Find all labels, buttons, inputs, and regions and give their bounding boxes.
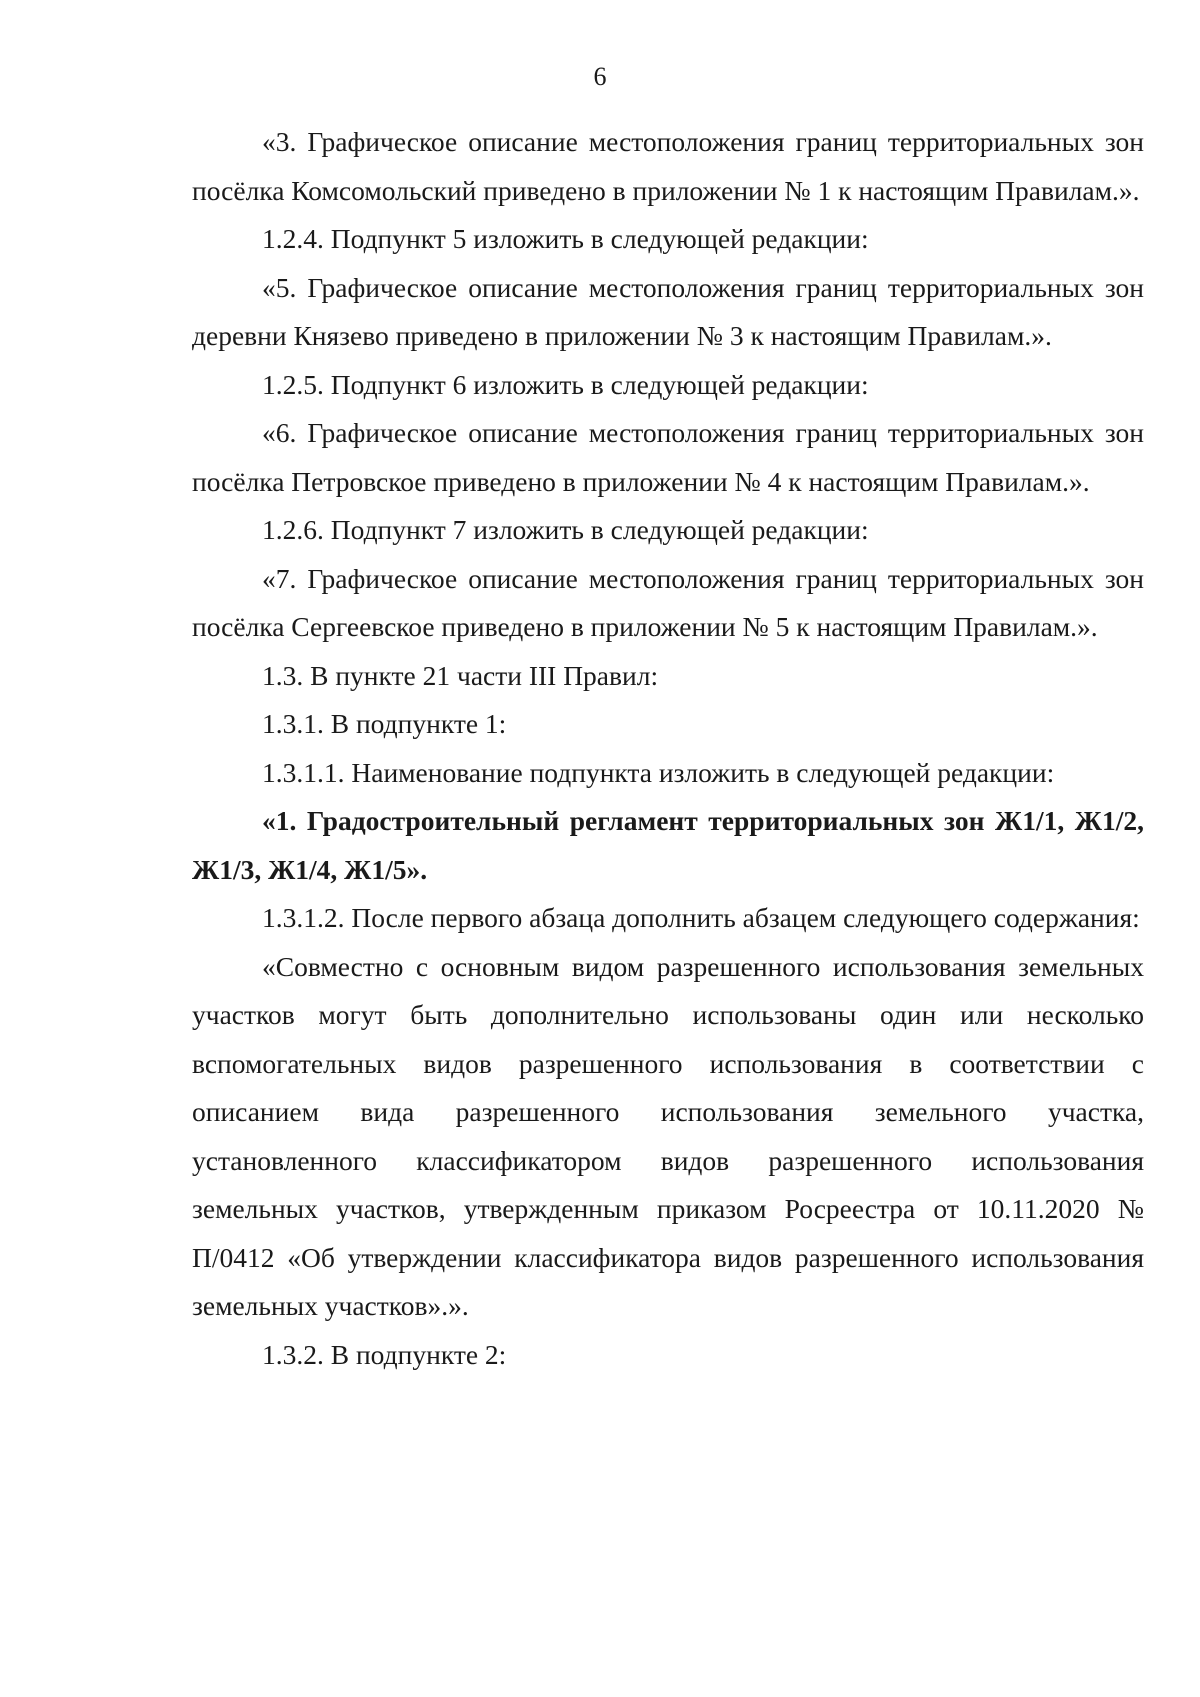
page-number: 6 <box>593 62 607 91</box>
paragraph-item-5-quote: «5. Графическое описание местоположения границ территориальных зон деревни Князево приведено в приложении № 3 к настоящим Правилам.». <box>192 271 1144 351</box>
paragraph-regulation-title: «1. Градостроительный регламент территориальных зон Ж1/1, Ж1/2, Ж1/3, Ж1/4, Ж1/5». <box>192 805 1144 885</box>
paragraph-1-3-1-1: 1.3.1.1. Наименование подпункта изложить в следующей редакции: <box>262 756 1055 788</box>
paragraph-1-3-1: 1.3.1. В подпункте 1: <box>262 708 507 739</box>
paragraph-1-2-5: 1.2.5. Подпункт 6 изложить в следующей редакции: <box>262 368 869 400</box>
paragraph-1-3-1-2: 1.3.1.2. После первого абзаца дополнить абзацем следующего содержания: <box>262 902 1140 933</box>
paragraph-1-3: 1.3. В пункте 21 части III Правил: <box>262 659 659 691</box>
paragraph-item-6-quote: «6. Графическое описание местоположения границ территориальных зон посёлка Петровское приведено в приложении № 4 к настоящим Правилам.». <box>192 417 1144 497</box>
paragraph-1-2-4: 1.2.4. Подпункт 5 изложить в следующей редакции: <box>262 223 869 254</box>
paragraph-1-3-2: 1.3.2. В подпункте 2: <box>262 1338 507 1370</box>
document-body <box>192 118 1144 1379</box>
paragraph-item-3-quote: «3. Графическое описание местоположения границ территориальных зон посёлка Комсомольский приведено в приложении № 1 к настоящим Правилам.». <box>192 126 1144 206</box>
paragraph-1-2-6: 1.2.6. Подпункт 7 изложить в следующей редакции: <box>262 514 869 545</box>
paragraph-joint-use-quote: «Совместно с основным видом разрешенного использования земельных участков могут быть дополнительно использованы один или несколько вспомогательных видов разрешенного использования в соответствии с описанием вида разрешенного использования земельного участка, установленного классификатором видов разрешенного использования земельных участков, утвержденным приказом Росреестра от 10.11.2020 № П/0412 «Об утверждении классификатора видов разрешенного использования земельных участков».». <box>192 950 1144 1321</box>
paragraph-item-7-quote: «7. Графическое описание местоположения границ территориальных зон посёлка Сергеевское приведено в приложении № 5 к настоящим Правилам.». <box>192 562 1144 642</box>
